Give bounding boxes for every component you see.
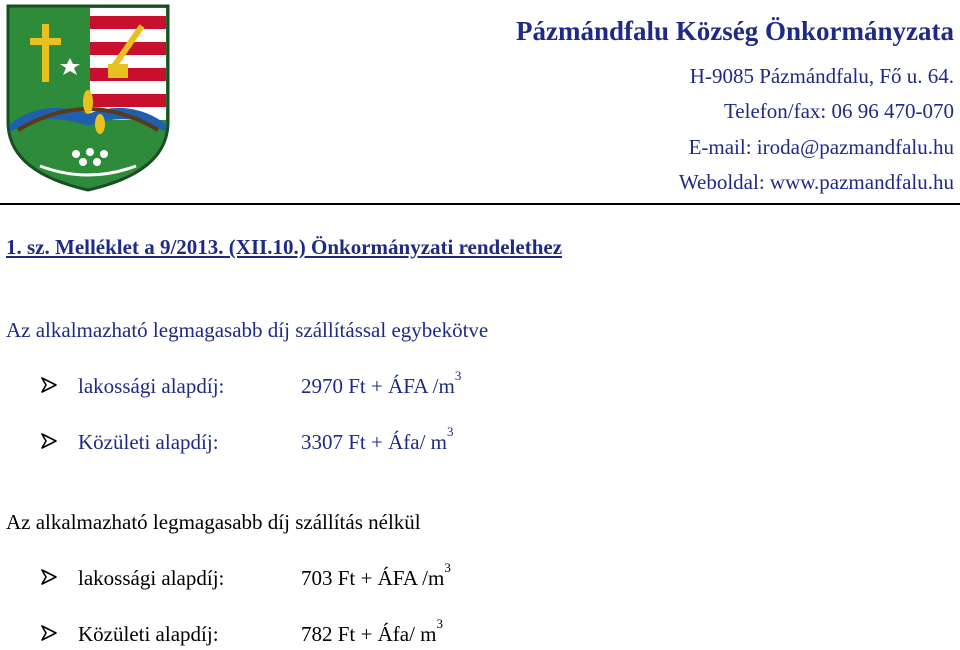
section-title-without-transport: Az alkalmazható legmagasabb díj szállítás nélkül [6,510,421,534]
header-divider [0,203,960,205]
fee-label: Közületi alapdíj: [78,430,219,454]
section-title-with-transport: Az alkalmazható legmagasabb díj szállítással egybekötve [6,318,489,342]
fee-value: 2970 Ft + ÁFA $/m^3$ [301,368,462,398]
phone-fax: Telefon/fax: 06 96 470-070 [723,99,954,123]
arrow-bullet-icon [40,432,58,450]
fee-value: 3307 Ft + Áfa/ $m^3$ [301,424,454,454]
fee-value: 703 Ft + ÁFA $/m^3$ [301,560,451,590]
fee-label: Közületi alapdíj: [78,622,219,646]
fee-label: lakossági alapdíj: [78,566,225,590]
arrow-bullet-icon [40,568,58,586]
municipal-coat-of-arms [4,2,172,194]
email: E-mail: iroda@pazmandfalu.hu [688,135,954,159]
address: H-9085 Pázmándfalu, Fő u. 64. [689,64,954,88]
fee-label: lakossági alapdíj: [78,374,225,398]
arrow-bullet-icon [40,376,58,394]
arrow-bullet-icon [40,624,58,642]
municipality-title: Pázmándfalu Község Önkormányzata [516,16,954,46]
fee-value: 782 Ft + Áfa/ $m^3$ [301,616,444,646]
website: Weboldal: www.pazmandfalu.hu [678,170,954,194]
annex-title: 1. sz. Melléklet a 9/2013. (XII.10.) Önkormányzati rendelethez [6,235,563,259]
